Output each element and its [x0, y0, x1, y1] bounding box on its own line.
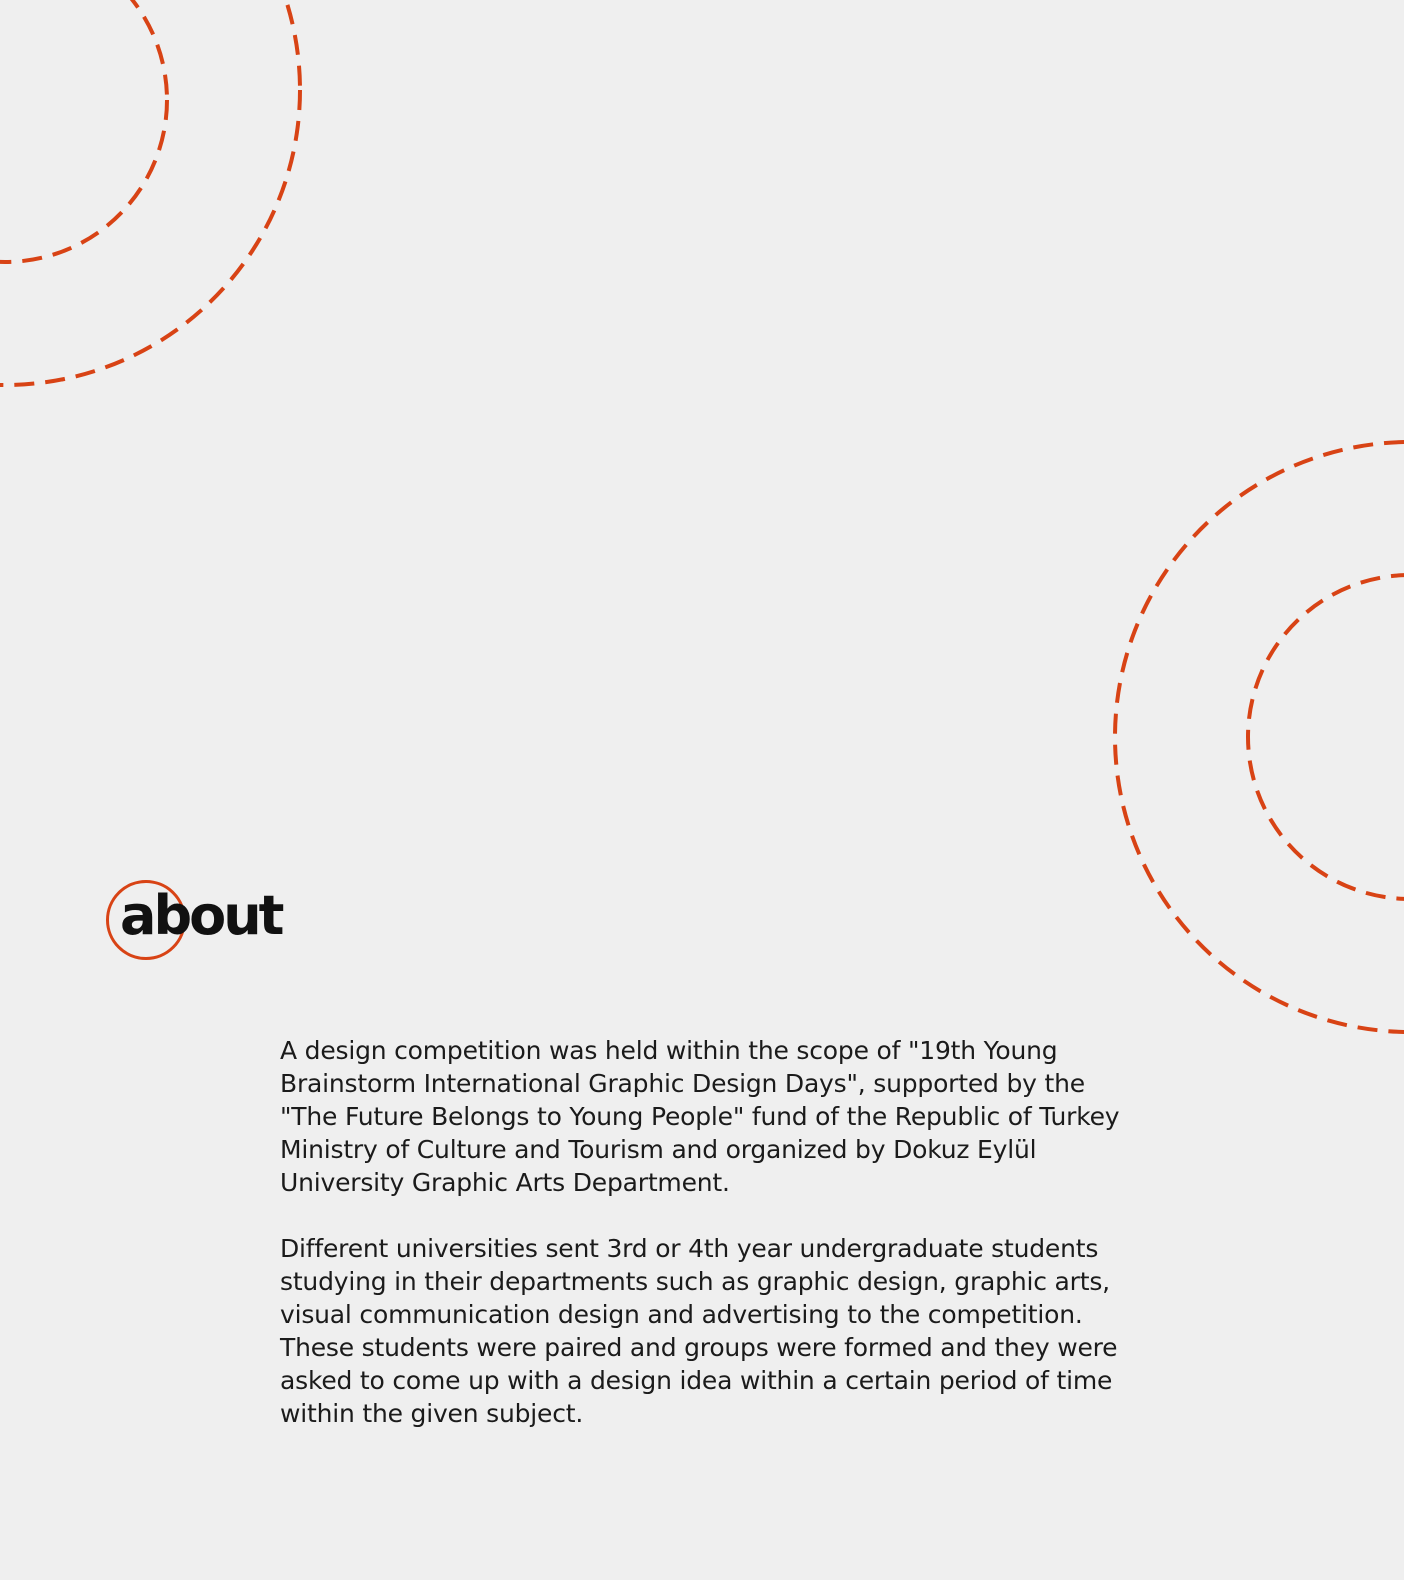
- top-left-inner-dashed-arc: [0, 0, 167, 262]
- about-paragraph-2: Different universities sent 3rd or 4th year undergraduate students studying in their departments such as graphic design, graphic arts, visual communication design and advertising to the competition. These students were paired and groups were formed and they were asked to come up with a design idea within a certain period of time within the given subject.: [280, 1234, 1118, 1428]
- section-title: about: [120, 884, 282, 947]
- about-content: [280, 1034, 1140, 1463]
- section-heading: [106, 880, 346, 964]
- right-outer-dashed-arc: [1115, 442, 1404, 1032]
- about-paragraph-1: A design competition was held within the scope of "19th Young Brainstorm International Graphic Design Days", supported by the "The Future Belongs to Young People" fund of the Republic of Turkey Ministry of Culture and Tourism and organized by Dokuz Eylül University Graphic Arts Department.: [280, 1036, 1120, 1197]
- top-left-outer-dashed-arc: [0, 0, 300, 385]
- right-inner-dashed-arc: [1248, 575, 1404, 899]
